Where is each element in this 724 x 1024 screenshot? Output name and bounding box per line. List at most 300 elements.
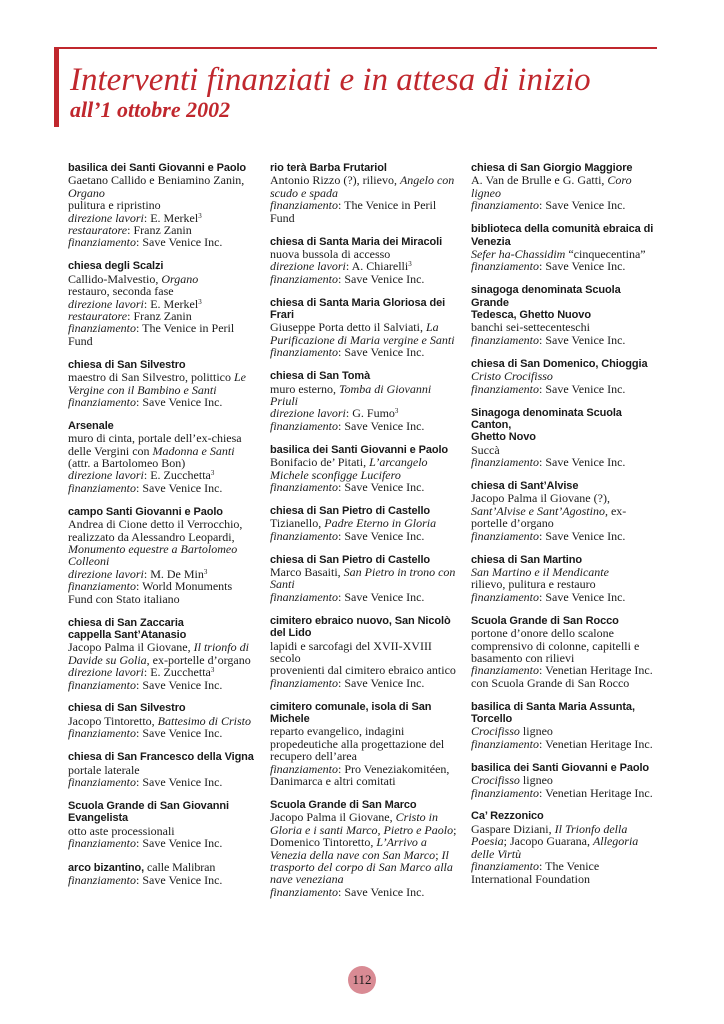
text-segment: finanziamento xyxy=(68,677,136,692)
text-segment: Callido-Malvestio, xyxy=(68,271,162,286)
text-segment: Antonio Rizzo (?), rilievo, xyxy=(270,173,400,188)
entry-line xyxy=(471,383,661,395)
entry xyxy=(471,358,661,395)
text-segment: : Save Venice Inc. xyxy=(539,259,626,274)
entry-heading-text: chiesa di Sant’Alvise xyxy=(471,480,579,493)
text-segment: trasporto del corpo di San Marco alla xyxy=(270,860,453,874)
entry-heading-text: biblioteca della comunità ebraica di xyxy=(471,223,654,236)
text-segment: finanziamento xyxy=(270,884,338,899)
text-segment: finanziamento xyxy=(270,418,338,433)
text-segment: Monumento equestre a Bartolomeo xyxy=(68,541,238,556)
entry-line xyxy=(270,530,460,542)
text-segment: Sant’Alvise e Sant’Agostino xyxy=(471,503,605,518)
text-segment: finanziamento xyxy=(68,579,136,594)
text-segment: : Save Venice Inc. xyxy=(338,884,425,899)
column-2 xyxy=(270,162,460,910)
header-rule xyxy=(54,47,657,49)
entry xyxy=(68,359,258,409)
entry-line xyxy=(270,775,460,787)
text-segment: : M. De Min xyxy=(143,566,204,581)
text-segment: : Save Venice Inc. xyxy=(338,479,425,494)
entry-heading-text: Scuola Grande di San Giovanni xyxy=(68,799,229,812)
entry-line xyxy=(471,260,661,272)
entry-line xyxy=(270,677,460,689)
text-segment: Crocifisso xyxy=(471,773,520,788)
text-segment: nave veneziana xyxy=(270,872,344,887)
entry-heading xyxy=(471,701,661,713)
entry xyxy=(471,810,661,884)
text-segment: : Save Venice Inc. xyxy=(539,381,626,396)
text-segment: ; xyxy=(435,847,442,862)
text-segment: : Save Venice Inc. xyxy=(338,345,425,360)
text-segment: finanziamento xyxy=(68,873,136,888)
text-segment: : Save Venice Inc. xyxy=(338,675,425,690)
text-segment: Angelo con xyxy=(399,173,455,188)
entry-heading xyxy=(270,615,460,627)
entry-heading-text: chiesa di Santa Maria dei Miracoli xyxy=(270,235,443,248)
text-segment: Organo xyxy=(68,185,105,200)
text-segment: finanziamento xyxy=(471,332,539,347)
entry-heading-text: cimitero comunale, isola di San xyxy=(270,700,432,713)
entry xyxy=(471,615,661,689)
text-segment: direzione lavori xyxy=(68,566,144,581)
text-segment: Coro xyxy=(607,173,632,188)
text-segment: finanziamento xyxy=(68,774,136,789)
text-segment: restauratore xyxy=(68,308,128,323)
text-segment: finanziamento xyxy=(68,836,136,851)
entry xyxy=(68,751,258,788)
text-segment: finanziamento xyxy=(270,479,338,494)
entry xyxy=(270,505,460,542)
footnote-ref: 3 xyxy=(203,567,208,576)
entry xyxy=(471,701,661,751)
entry xyxy=(270,799,460,898)
entry-heading-text: Arsenale xyxy=(68,419,114,432)
text-segment: Michele sconfigge Lucifero xyxy=(270,467,401,482)
text-segment: finanziamento xyxy=(471,785,539,800)
text-segment: con Scuola Grande di San Rocco xyxy=(471,675,630,690)
text-segment: Davide su Golia xyxy=(68,652,147,667)
text-segment: comprensivo di colonne, capitelli e xyxy=(471,638,640,653)
text-segment: Sefer ha-Chassidim xyxy=(471,246,566,261)
text-segment: Gaspare Diziani, xyxy=(471,821,555,836)
text-segment: direzione lavori xyxy=(68,665,144,680)
text-segment: : Venetian Heritage Inc. xyxy=(539,663,653,678)
text-segment: restauro, seconda fase xyxy=(68,284,174,299)
entry-line xyxy=(471,199,661,211)
text-segment: Cristo Crocifisso xyxy=(471,369,553,384)
text-segment: : Venetian Heritage Inc. xyxy=(539,736,653,751)
text-segment: pulitura e ripristino xyxy=(68,198,161,213)
text-segment: finanziamento xyxy=(270,589,338,604)
entry xyxy=(270,444,460,494)
footnote-ref: 3 xyxy=(210,469,215,478)
entry-heading xyxy=(270,297,460,309)
text-segment: : Save Venice Inc. xyxy=(338,271,425,286)
text-segment: : Save Venice Inc. xyxy=(136,726,223,741)
text-segment: : E. Zucchetta xyxy=(143,665,211,680)
text-segment: : Save Venice Inc. xyxy=(539,198,626,213)
entry-heading xyxy=(270,701,460,713)
text-segment: ; Jacopo Guarana, xyxy=(503,834,593,849)
entry-heading-cont: del Lido xyxy=(270,627,312,640)
entry-heading-text: chiesa di San Domenico, Chioggia xyxy=(471,357,648,370)
entry-heading-text: Scuola Grande di San Rocco xyxy=(471,614,619,627)
entry xyxy=(471,762,661,799)
text-segment: finanziamento xyxy=(68,321,136,336)
entry xyxy=(270,554,460,604)
entry xyxy=(68,800,258,850)
text-segment: Battesimo di Cristo xyxy=(157,713,252,728)
text-segment: : Save Venice Inc. xyxy=(338,528,425,543)
entry xyxy=(471,554,661,604)
text-segment: portale laterale xyxy=(68,762,140,777)
text-segment: : Venetian Heritage Inc. xyxy=(539,785,653,800)
text-segment: direzione lavori xyxy=(68,210,144,225)
text-segment: : E. Merkel xyxy=(143,210,199,225)
text-segment: finanziamento xyxy=(471,528,539,543)
text-segment: portone d’onore dello scalone xyxy=(471,626,614,641)
text-segment: finanziamento xyxy=(471,663,539,678)
entry-line xyxy=(68,679,258,691)
text-segment: delle Virtù xyxy=(471,846,522,861)
text-segment: ; xyxy=(453,822,457,837)
text-segment: Gloria e i santi Marco, Pietro e Paolo xyxy=(270,822,454,837)
entry-heading-text: chiesa di San Pietro di Castello xyxy=(270,504,431,517)
entry-heading xyxy=(471,407,661,432)
entry xyxy=(270,615,460,689)
text-segment: : Save Venice Inc. xyxy=(338,418,425,433)
entry-line xyxy=(68,322,258,334)
text-segment: : The Venice in Peril xyxy=(136,321,235,336)
text-segment: lapidi e sarcofagi del XVII-XVIII secolo xyxy=(270,638,432,665)
text-segment: portelle d’organo xyxy=(471,516,554,531)
entry-heading-text: arco bizantino, xyxy=(68,862,145,874)
text-segment: : G. Fumo xyxy=(345,406,395,421)
text-segment: Santi xyxy=(270,577,295,592)
text-segment: Domenico Tintoretto, xyxy=(270,835,377,850)
text-segment: Bonifacio de’ Pitati, xyxy=(270,455,370,470)
text-segment: finanziamento xyxy=(270,271,338,286)
entry-heading-text: chiesa degli Scalzi xyxy=(68,260,164,273)
entry-heading-cont: Frari xyxy=(270,309,294,322)
entry-line xyxy=(270,346,460,358)
entry-heading-cont: Ghetto Novo xyxy=(471,431,536,444)
text-segment: otto aste processionali xyxy=(68,823,175,838)
text-segment: finanziamento xyxy=(471,455,539,470)
text-segment: finanziamento xyxy=(68,726,136,741)
text-segment: : Save Venice Inc. xyxy=(136,394,223,409)
entry xyxy=(270,162,460,224)
text-segment: L’arcangelo xyxy=(369,455,428,470)
entry xyxy=(68,162,258,249)
entry-heading-text: sinagoga denominata Scuola Grande xyxy=(471,284,621,309)
text-segment: finanziamento xyxy=(68,480,136,495)
text-segment: finanziamento xyxy=(471,259,539,274)
text-segment: Fund con Stato italiano xyxy=(68,591,180,606)
entry-heading-text: chiesa di San Tomà xyxy=(270,370,371,383)
text-segment: finanziamento xyxy=(68,235,136,250)
footnote-ref: 3 xyxy=(198,297,202,306)
text-segment: finanziamento xyxy=(471,859,539,874)
text-segment: A. Van de Brulle e G. Gatti, xyxy=(471,173,608,188)
text-segment: : Pro Veneziakomitéen, xyxy=(338,761,450,776)
text-segment: basamento con rilievi xyxy=(471,650,575,665)
text-segment: finanziamento xyxy=(270,675,338,690)
entry-line xyxy=(471,334,661,346)
entry xyxy=(270,236,460,286)
text-segment: : Save Venice Inc. xyxy=(136,677,223,692)
text-segment: , ex-portelle d’organo xyxy=(146,652,251,667)
text-segment: finanziamento xyxy=(471,736,539,751)
entry-heading-text: rio terà Barba Frutariol xyxy=(270,162,387,174)
entry-heading-text: cimitero ebraico nuovo, San Nicolò xyxy=(270,614,451,627)
text-segment: propedeutiche alla progettazione del xyxy=(270,736,445,751)
entry-heading xyxy=(68,861,258,874)
column-3 xyxy=(471,162,661,896)
entry-line xyxy=(471,873,661,885)
text-segment: Il trionfo di xyxy=(193,640,249,655)
entry xyxy=(471,223,661,273)
entry-heading xyxy=(471,223,661,235)
text-segment: scudo e spada xyxy=(270,185,338,200)
text-segment: L’Arrivo a xyxy=(376,835,427,850)
entry-heading xyxy=(68,617,258,629)
text-segment: maestro di San Silvestro, polittico xyxy=(68,370,234,385)
entry-line xyxy=(68,727,258,739)
page-number: 112 xyxy=(348,966,376,994)
text-segment: Purificazione di Maria vergine e Santi xyxy=(270,332,455,347)
text-segment: (attr. a Bartolomeo Bon) xyxy=(68,456,186,471)
entry-heading-text: basilica dei Santi Giovanni e Paolo xyxy=(471,761,650,774)
text-segment: ligneo xyxy=(519,773,553,788)
column-1 xyxy=(68,162,258,898)
entry-heading-text: basilica dei Santi Giovanni e Paolo xyxy=(68,162,247,174)
text-segment: : World Monuments xyxy=(136,579,233,594)
text-segment: : A. Chiarelli xyxy=(345,259,409,274)
text-segment: Cristo in xyxy=(395,810,438,825)
entry-heading-tail: calle Malibran xyxy=(144,860,216,874)
entry-line xyxy=(68,335,258,347)
text-segment: Venezia della nave con San Marco xyxy=(270,847,436,862)
text-segment: Succà xyxy=(471,442,500,457)
text-segment: finanziamento xyxy=(270,198,338,213)
text-segment: : The Venice xyxy=(539,859,600,874)
entry-line xyxy=(471,530,661,542)
entry xyxy=(471,284,661,346)
text-segment: Madonna e Santi xyxy=(152,443,235,458)
entry-heading-text: Sinagoga denominata Scuola Canton, xyxy=(471,406,622,431)
entry xyxy=(68,861,258,887)
entry-line xyxy=(270,383,460,395)
text-segment: : E. Zucchetta xyxy=(143,468,211,483)
text-segment: “cinquecentina” xyxy=(565,246,646,261)
text-segment: Vergine con il Bambino e Santi xyxy=(68,382,217,397)
text-segment: : Franz Zanin xyxy=(127,308,192,323)
entry-line xyxy=(471,738,661,750)
text-segment: ligneo xyxy=(519,724,553,739)
header-accent-bar xyxy=(54,47,59,127)
entry-heading-text: basilica di Santa Maria Assunta, xyxy=(471,700,635,713)
footnote-ref: 3 xyxy=(394,407,399,416)
text-segment: : Save Venice Inc. xyxy=(136,480,223,495)
entry-line xyxy=(68,236,258,248)
text-segment: nuova bussola di accesso xyxy=(270,246,391,261)
text-segment: : Save Venice Inc. xyxy=(136,774,223,789)
text-segment: San Pietro in trono con xyxy=(343,564,456,579)
text-segment: Giuseppe Porta detto il Salviati, xyxy=(270,320,426,335)
entry-line xyxy=(68,396,258,408)
text-segment: Il Trionfo della xyxy=(554,821,628,836)
text-segment: Jacopo Tintoretto, xyxy=(68,713,158,728)
entry-heading-cont: Torcello xyxy=(471,713,513,726)
entry-line xyxy=(270,566,460,578)
entry-heading-cont: Evangelista xyxy=(68,812,129,825)
entry-heading-text: chiesa di San Giorgio Maggiore xyxy=(471,162,633,174)
text-segment: : Franz Zanin xyxy=(127,223,192,238)
entry-heading-text: Scuola Grande di San Marco xyxy=(270,798,417,811)
entry-line xyxy=(270,886,460,898)
entry-line xyxy=(68,874,258,886)
text-segment: finanziamento xyxy=(270,345,338,360)
text-segment: Fund xyxy=(270,210,295,225)
text-segment: : E. Merkel xyxy=(143,296,199,311)
footnote-ref: 3 xyxy=(408,260,412,269)
entry xyxy=(68,702,258,739)
entry-line xyxy=(471,677,661,689)
entry xyxy=(471,407,661,469)
entry-heading-cont: cappella Sant’Atanasio xyxy=(68,628,187,641)
text-segment: muro esterno, xyxy=(270,381,339,396)
text-segment: Tomba di Giovanni xyxy=(338,381,432,396)
entry-heading-text: campo Santi Giovanni e Paolo xyxy=(68,505,223,518)
text-segment: direzione lavori xyxy=(68,296,144,311)
entry-heading-text: chiesa di San Pietro di Castello xyxy=(270,553,431,566)
entry xyxy=(68,420,258,494)
text-segment: La xyxy=(425,320,439,335)
entry-heading-text: basilica dei Santi Giovanni e Paolo xyxy=(270,443,449,456)
text-segment: : The Venice in Peril xyxy=(338,198,437,213)
entry xyxy=(270,370,460,432)
entry-line xyxy=(270,481,460,493)
text-segment: Crocifisso xyxy=(471,724,520,739)
text-segment: : Save Venice Inc. xyxy=(539,589,626,604)
entry-line xyxy=(270,420,460,432)
text-segment: : Save Venice Inc. xyxy=(539,332,626,347)
entry-heading-cont: Tedesca, Ghetto Nuovo xyxy=(471,309,591,322)
entry-line xyxy=(270,273,460,285)
text-segment: restauratore xyxy=(68,223,128,238)
text-segment: ligneo xyxy=(471,185,501,200)
entry-heading-text: Ca’ Rezzonico xyxy=(471,810,544,823)
text-segment: Jacopo Palma il Giovane, xyxy=(68,640,194,655)
entry-line xyxy=(270,640,460,665)
text-segment: Marco Basaiti, xyxy=(270,564,344,579)
text-segment: finanziamento xyxy=(471,381,539,396)
entry-line xyxy=(68,776,258,788)
text-segment: Fund xyxy=(68,333,93,348)
entry-heading-text: chiesa di San Zaccaria xyxy=(68,616,184,629)
text-segment: , ex- xyxy=(604,503,627,518)
entry-heading xyxy=(68,800,258,812)
entry xyxy=(471,162,661,212)
text-segment: Allegoria xyxy=(592,834,639,849)
text-segment: rilievo, pulitura e restauro xyxy=(471,577,596,592)
text-segment: muro di cinta, portale dell’ex-chiesa xyxy=(68,431,242,446)
text-segment: Organo xyxy=(161,271,199,286)
entry xyxy=(270,297,460,359)
entry-heading xyxy=(471,284,661,309)
text-segment: recupero dell’area xyxy=(270,749,357,764)
entry-line xyxy=(471,456,661,468)
text-segment: Jacopo Palma il Giovane, xyxy=(270,810,396,825)
text-segment: Colleoni xyxy=(68,554,110,569)
text-segment: delle Vergini con xyxy=(68,443,153,458)
entry-heading-text: chiesa di San Silvestro xyxy=(68,358,186,371)
text-segment: realizzato da Alessandro Leopardi, xyxy=(68,529,235,544)
text-segment: direzione lavori xyxy=(270,406,346,421)
text-segment: : Save Venice Inc. xyxy=(136,836,223,851)
entry-line xyxy=(471,591,661,603)
entry-line xyxy=(68,593,258,605)
text-segment: provenienti dal cimitero ebraico antico xyxy=(270,663,456,678)
text-segment: : Save Venice Inc. xyxy=(539,528,626,543)
text-segment: finanziamento xyxy=(471,589,539,604)
entry xyxy=(68,506,258,605)
text-segment: banchi sei-settecenteschi xyxy=(471,320,590,335)
text-segment: direzione lavori xyxy=(68,468,144,483)
text-segment: Priuli xyxy=(270,394,299,408)
text-segment: : Save Venice Inc. xyxy=(136,235,223,250)
text-segment: Danimarca e altri comitati xyxy=(270,774,396,789)
text-segment: Il xyxy=(441,847,449,862)
entry-heading-text: chiesa di San Martino xyxy=(471,553,582,566)
entry-heading-cont: Venezia xyxy=(471,235,511,248)
text-segment: : Save Venice Inc. xyxy=(338,589,425,604)
page-title: Interventi finanziati e in attesa di inizio xyxy=(70,62,591,98)
entry-line xyxy=(471,787,661,799)
entry-heading-text: chiesa di Santa Maria Gloriosa dei xyxy=(270,296,446,309)
entry-heading-cont: Michele xyxy=(270,713,310,726)
text-segment: reparto evangelico, indagini xyxy=(270,724,405,739)
text-segment: Jacopo Palma il Giovane (?), xyxy=(471,491,610,506)
text-segment: finanziamento xyxy=(68,394,136,409)
entry-heading-text: chiesa di San Silvestro xyxy=(68,702,186,715)
text-segment: Tizianello, xyxy=(270,516,325,531)
text-segment: Gaetano Callido e Beniamino Zanin, xyxy=(68,173,245,188)
entry-heading-text: chiesa di San Francesco della Vigna xyxy=(68,751,254,764)
text-segment: Poesia xyxy=(471,834,504,849)
entry-line xyxy=(68,837,258,849)
footnote-ref: 3 xyxy=(210,666,215,675)
text-segment: San Martino e il Mendicante xyxy=(471,564,609,579)
entry xyxy=(68,260,258,347)
footnote-ref: 3 xyxy=(198,211,202,220)
text-segment: International Foundation xyxy=(471,871,590,886)
text-segment: : Save Venice Inc. xyxy=(539,455,626,470)
entry-line xyxy=(68,482,258,494)
text-segment: finanziamento xyxy=(270,528,338,543)
page-subtitle: all’1 ottobre 2002 xyxy=(70,97,231,122)
entry xyxy=(270,701,460,788)
entry-line xyxy=(270,199,460,211)
text-segment: finanziamento xyxy=(270,761,338,776)
entry-line xyxy=(270,591,460,603)
entry-line xyxy=(270,212,460,224)
entry xyxy=(68,617,258,691)
text-segment: finanziamento xyxy=(471,198,539,213)
entry xyxy=(471,480,661,542)
